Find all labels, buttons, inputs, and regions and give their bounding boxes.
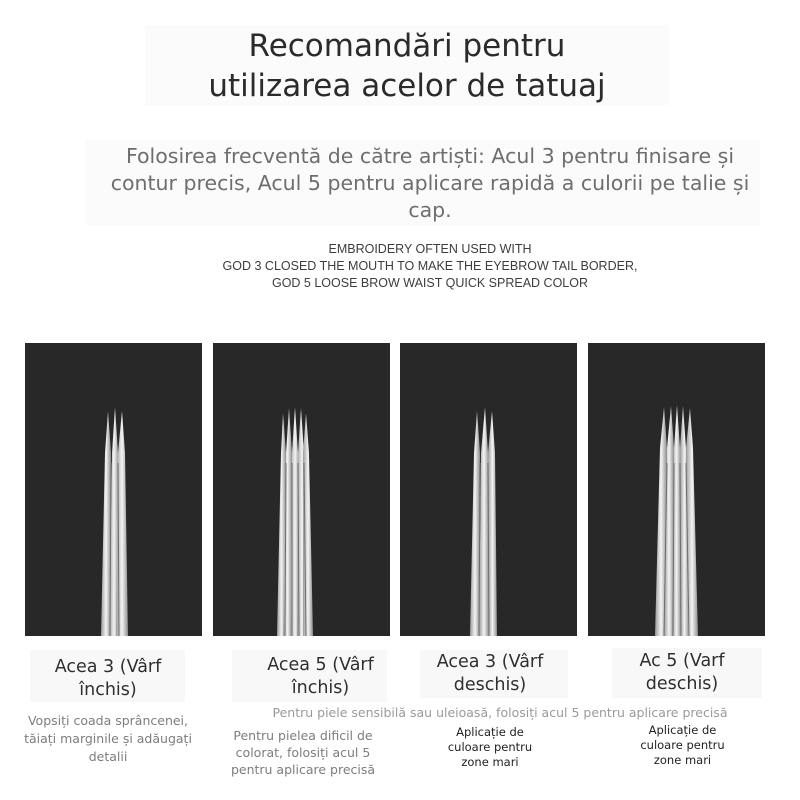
closed-5-needle-icon <box>213 343 390 636</box>
needle-label-closed-3: Acea 3 (Vârf închis) <box>54 657 162 700</box>
open-5-needle-icon <box>588 343 765 636</box>
needle-label-open-3: Acea 3 (Vârf deschis) <box>436 652 544 695</box>
needle-description-open-5: Aplicație de culoare pentru zone mari <box>640 723 725 767</box>
page-subtitle: Folosirea frecventă de către artiști: Acul 3 pentru finisare și contur precis, Acul 5 pentru aplicare rapidă a culorii pe talie și cap. <box>110 144 750 222</box>
needle-description-open-3: Aplicație de culoare pentru zone mari <box>447 725 533 769</box>
english-line: GOD 5 LOOSE BROW WAIST QUICK SPREAD COLOR <box>271 276 589 290</box>
open-3-needle-photo <box>400 343 577 636</box>
closed-5-needle-photo <box>213 343 390 636</box>
page-title-text: Recomandări pentru utilizarea acelor de tatuaj <box>208 28 606 104</box>
page-title <box>145 26 669 106</box>
english-caption <box>160 241 700 292</box>
open-5-needle-photo <box>588 343 765 636</box>
needle-description-closed-5: Pentru pielea dificil de colorat, folosiți acul 5 pentru aplicare precisă <box>230 728 376 777</box>
needle-description-closed-3: Vopsiți coada sprâncenei, tăiați marginile și adăugați detalii <box>24 713 192 764</box>
needle-label-open-5: Ac 5 (Varf deschis) <box>639 651 725 694</box>
needle-label-closed-5: Acea 5 (Vârf închis) <box>267 655 374 698</box>
open-3-needle-icon <box>400 343 577 636</box>
sensitive-skin-note: Pentru piele sensibilă sau uleioasă, folosiți acul 5 pentru aplicare precisă <box>272 705 728 720</box>
closed-3-needle-icon <box>25 343 202 636</box>
closed-3-needle-photo <box>25 343 202 636</box>
english-line: GOD 3 CLOSED THE MOUTH TO MAKE THE EYEBROW TAIL BORDER, <box>222 259 638 273</box>
english-line: EMBROIDERY OFTEN USED WITH <box>328 242 532 256</box>
